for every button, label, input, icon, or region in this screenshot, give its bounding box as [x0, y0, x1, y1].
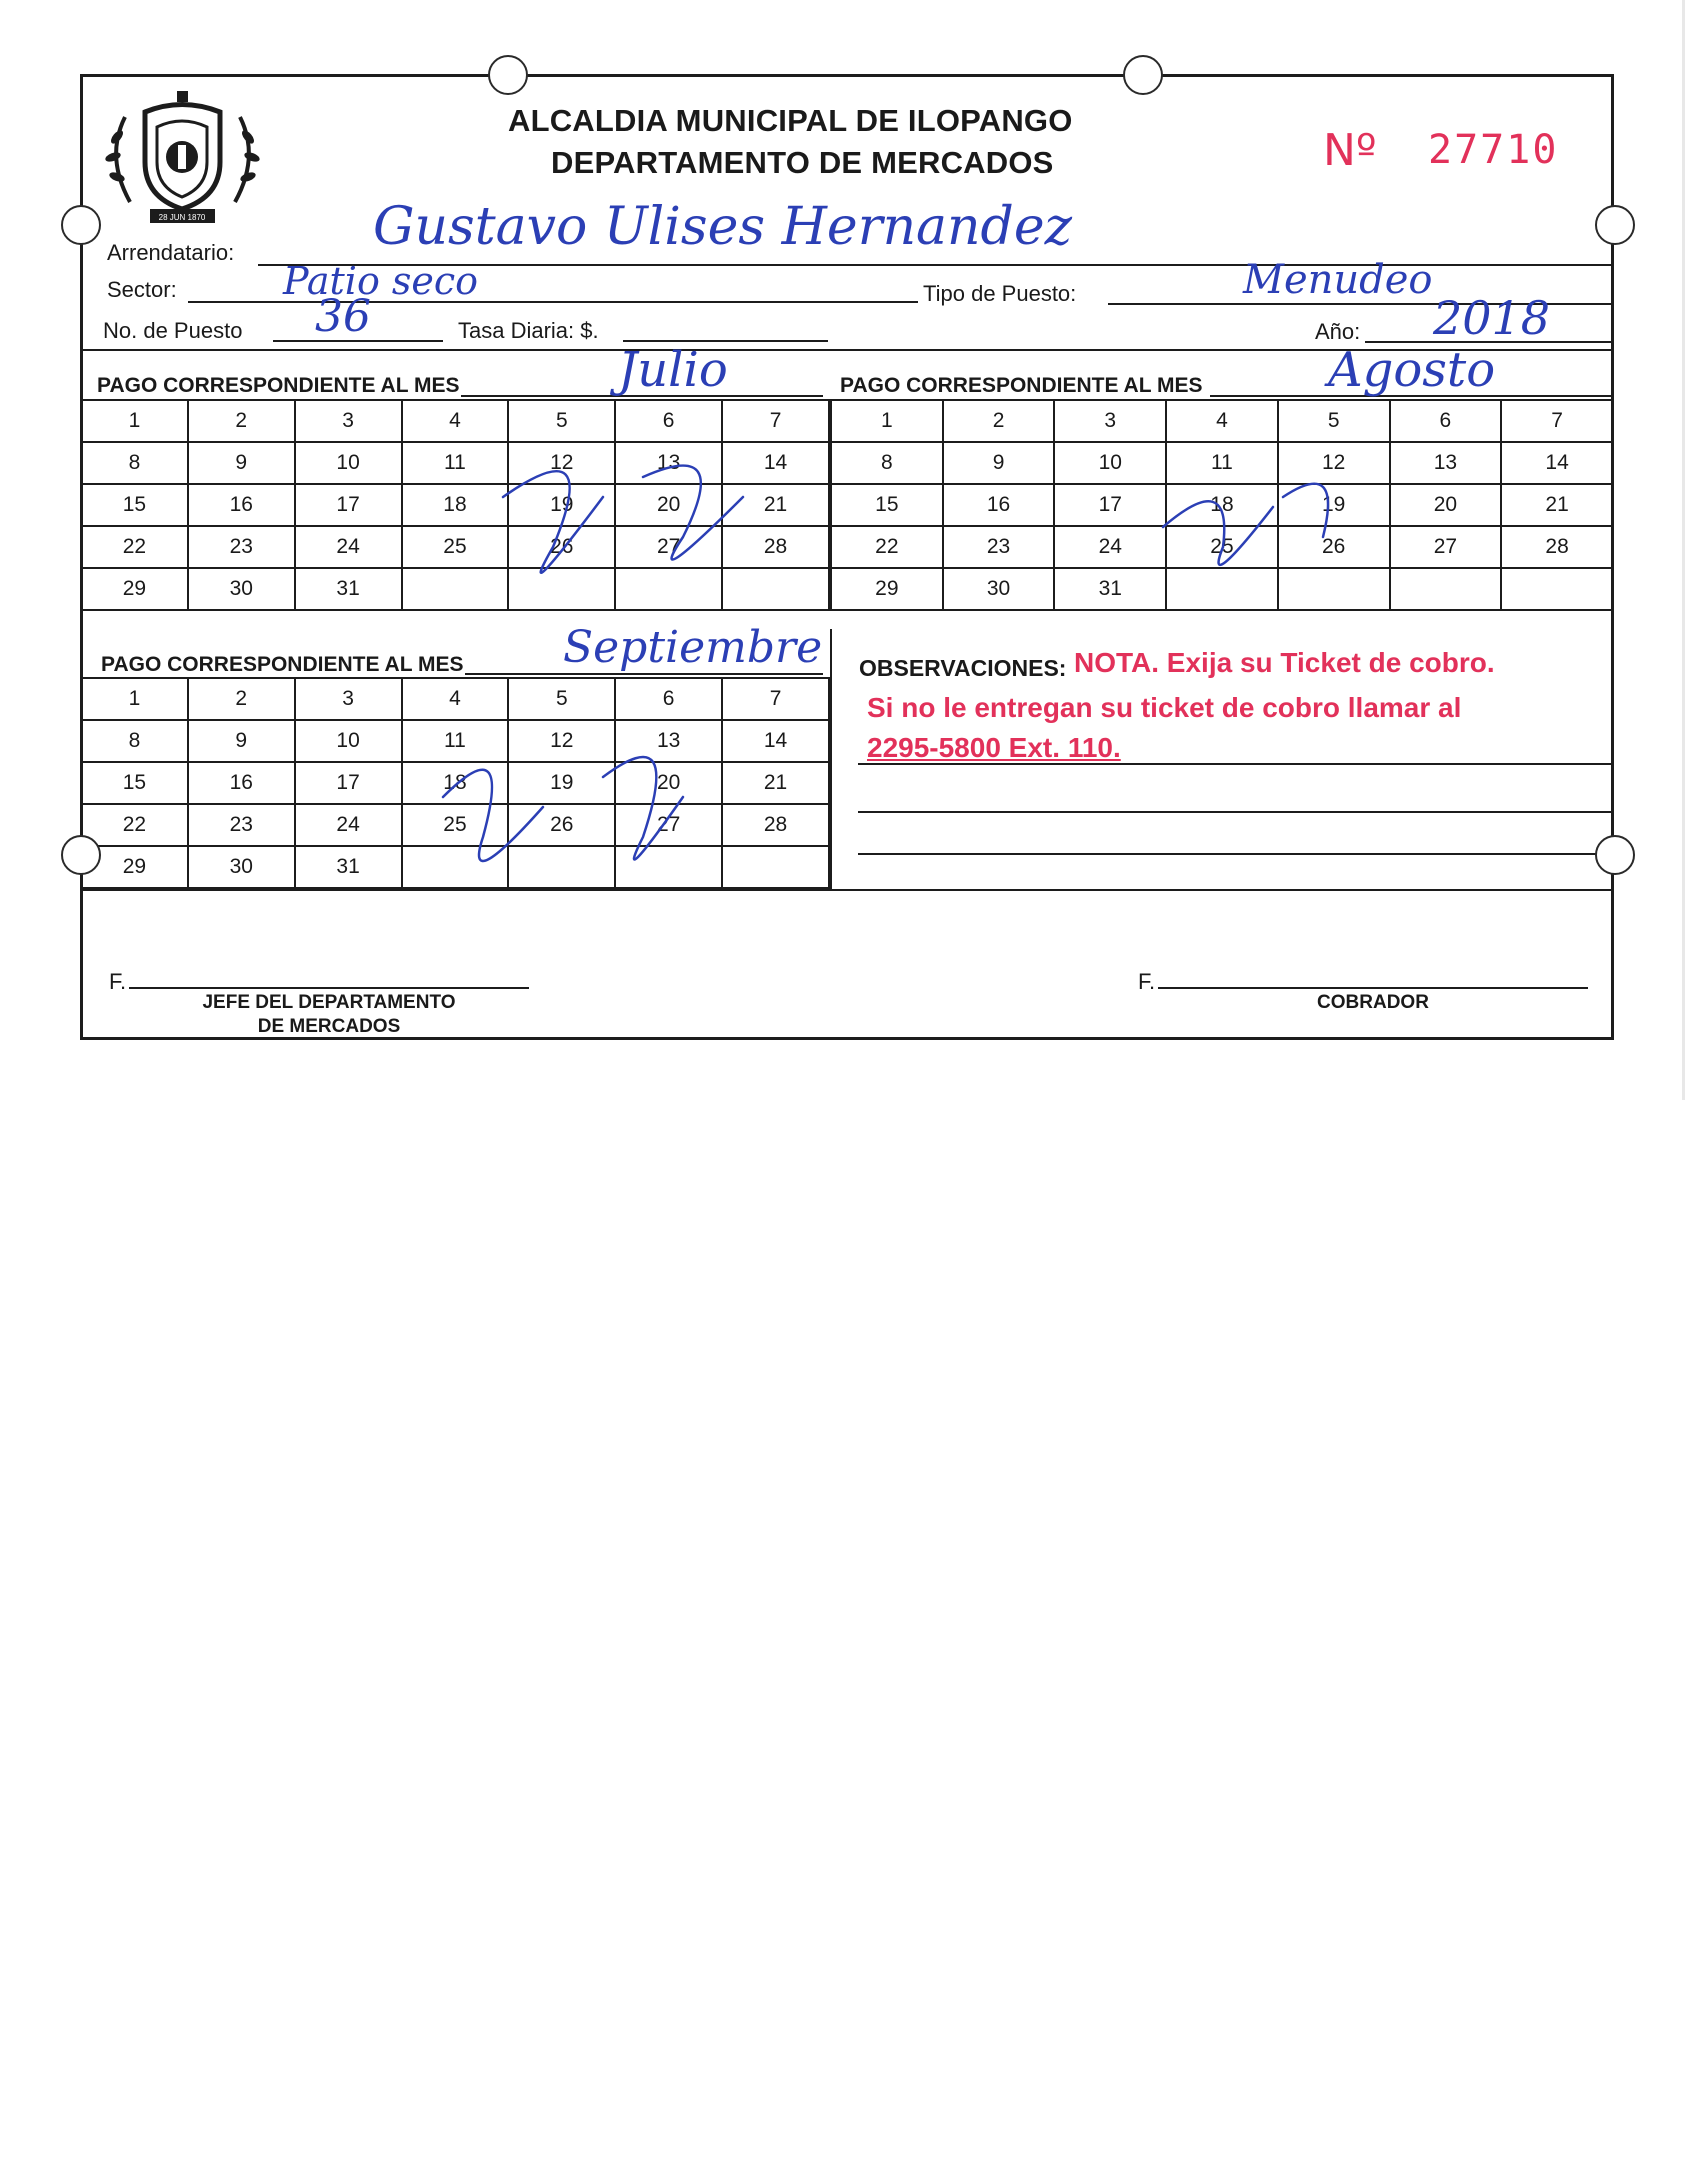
day-cell: [615, 568, 722, 610]
day-cell: 1: [81, 678, 188, 720]
arrendatario-value: Gustavo Ulises Hernandez: [373, 197, 1073, 257]
month-1-value: Julio: [618, 342, 728, 398]
grid-row: [81, 568, 829, 610]
grid-row: [81, 442, 829, 484]
day-cell: 15: [831, 484, 943, 526]
signature-left-line: [129, 987, 529, 989]
day-cell: 6: [615, 678, 722, 720]
day-cell: 15: [81, 484, 188, 526]
day-cell: 2: [943, 400, 1055, 442]
day-cell: 20: [615, 484, 722, 526]
day-cell: 11: [1166, 442, 1278, 484]
day-cell: 24: [1054, 526, 1166, 568]
day-cell: 25: [1166, 526, 1278, 568]
day-cell: 12: [508, 442, 615, 484]
seal-text: 28 JUN 1870: [158, 213, 206, 222]
tipo-puesto-label: Tipo de Puesto:: [923, 281, 1077, 306]
day-cell: 30: [188, 568, 295, 610]
day-cell: 20: [615, 762, 722, 804]
day-cell: 27: [1390, 526, 1502, 568]
day-cell: 20: [1390, 484, 1502, 526]
day-cell: 16: [188, 762, 295, 804]
day-cell: 3: [295, 678, 402, 720]
grid-row: [81, 484, 829, 526]
day-cell: 16: [188, 484, 295, 526]
day-cell: [1501, 568, 1613, 610]
department-title: DEPARTAMENTO DE MERCADOS: [551, 145, 1054, 180]
month-3-value: Septiembre: [563, 622, 823, 673]
day-cell: 27: [615, 804, 722, 846]
day-cell: [1390, 568, 1502, 610]
binder-hole: [488, 55, 528, 95]
day-cell: 5: [1278, 400, 1390, 442]
day-cell: [615, 846, 722, 888]
day-cell: [402, 846, 509, 888]
day-cell: 3: [1054, 400, 1166, 442]
day-cell: 19: [508, 762, 615, 804]
day-cell: 21: [722, 484, 829, 526]
sector-label: Sector:: [107, 277, 177, 302]
day-cell: 8: [831, 442, 943, 484]
form-number: 27710: [1428, 127, 1559, 173]
day-cell: 22: [831, 526, 943, 568]
month-2-label: PAGO CORRESPONDIENTE AL MES: [840, 374, 1203, 397]
grid-row: [81, 720, 829, 762]
day-cell: 19: [508, 484, 615, 526]
obs-line-3: [858, 853, 1613, 855]
day-cell: 6: [1390, 400, 1502, 442]
day-cell: [508, 846, 615, 888]
nota-line-3: 2295-5800 Ext. 110.: [867, 732, 1121, 763]
day-cell: 1: [831, 400, 943, 442]
month-3-label: PAGO CORRESPONDIENTE AL MES: [101, 653, 464, 676]
binder-hole: [61, 205, 101, 245]
month-1-label: PAGO CORRESPONDIENTE AL MES: [97, 374, 460, 397]
day-cell: [1278, 568, 1390, 610]
form-number-label: Nº: [1323, 125, 1377, 176]
signature-left-label: [129, 991, 529, 1039]
signature-right-prefix: F.: [1138, 969, 1156, 994]
day-cell: 9: [188, 720, 295, 762]
day-cell: 14: [1501, 442, 1613, 484]
day-cell: 23: [188, 804, 295, 846]
day-cell: 31: [295, 568, 402, 610]
signature-left-line-2: DE MERCADOS: [257, 1016, 401, 1037]
day-cell: 21: [1501, 484, 1613, 526]
day-cell: 14: [722, 442, 829, 484]
puesto-value: 36: [315, 291, 371, 342]
day-cell: 13: [615, 442, 722, 484]
day-cell: 17: [1054, 484, 1166, 526]
signature-left-prefix: F.: [109, 969, 127, 994]
day-cell: 30: [943, 568, 1055, 610]
day-cell: 4: [1166, 400, 1278, 442]
grid-row: [831, 484, 1613, 526]
day-cell: 17: [295, 762, 402, 804]
day-cell: 1: [81, 400, 188, 442]
day-cell: 25: [402, 804, 509, 846]
signature-right-line: [1158, 987, 1588, 989]
signature-divider: [83, 889, 1611, 891]
day-cell: [508, 568, 615, 610]
nota-line-2: Si no le entregan su ticket de cobro llamar al: [867, 692, 1462, 723]
puesto-label: No. de Puesto: [103, 318, 243, 343]
day-cell: 28: [722, 804, 829, 846]
day-cell: 10: [295, 442, 402, 484]
day-cell: 22: [81, 526, 188, 568]
tipo-puesto-value: Menudeo: [1243, 257, 1433, 303]
anio-label: Año:: [1315, 319, 1361, 344]
day-cell: 16: [943, 484, 1055, 526]
day-cell: 25: [402, 526, 509, 568]
day-cell: 21: [722, 762, 829, 804]
sector-value: Patio seco: [283, 259, 479, 303]
day-cell: 24: [295, 526, 402, 568]
day-cell: 18: [402, 762, 509, 804]
day-cell: 28: [1501, 526, 1613, 568]
day-cell: 6: [615, 400, 722, 442]
day-cell: 26: [508, 526, 615, 568]
day-cell: 12: [508, 720, 615, 762]
day-cell: 14: [722, 720, 829, 762]
day-cell: 5: [508, 400, 615, 442]
grid-row: [831, 526, 1613, 568]
day-cell: 31: [1054, 568, 1166, 610]
day-cell: 26: [508, 804, 615, 846]
day-cell: 19: [1278, 484, 1390, 526]
day-cell: 29: [831, 568, 943, 610]
day-cell: 29: [81, 568, 188, 610]
anio-value: 2018: [1433, 291, 1551, 345]
day-cell: 2: [188, 678, 295, 720]
binder-hole: [1595, 835, 1635, 875]
month-1-grid: [80, 399, 830, 611]
day-cell: [1166, 568, 1278, 610]
grid-row: [81, 400, 829, 442]
month-2-value: Agosto: [1328, 342, 1496, 398]
day-cell: 13: [1390, 442, 1502, 484]
day-cell: 23: [188, 526, 295, 568]
month-2-grid: [830, 399, 1614, 611]
day-cell: 7: [722, 678, 829, 720]
day-cell: [402, 568, 509, 610]
page-edge: [1682, 0, 1685, 1100]
day-cell: 9: [943, 442, 1055, 484]
day-cell: 22: [81, 804, 188, 846]
day-cell: 31: [295, 846, 402, 888]
day-cell: 27: [615, 526, 722, 568]
obs-line-1: [858, 763, 1613, 765]
signature-left-line-1: JEFE DEL DEPARTAMENTO: [202, 992, 456, 1013]
day-cell: 8: [81, 442, 188, 484]
observaciones-label: OBSERVACIONES:: [859, 655, 1067, 681]
day-cell: 18: [402, 484, 509, 526]
day-cell: 13: [615, 720, 722, 762]
day-cell: 11: [402, 720, 509, 762]
observaciones-divider: [830, 629, 832, 891]
day-cell: 18: [1166, 484, 1278, 526]
month-3-grid: [80, 677, 830, 889]
binder-hole: [1595, 205, 1635, 245]
binder-hole: [61, 835, 101, 875]
day-cell: 15: [81, 762, 188, 804]
day-cell: 3: [295, 400, 402, 442]
day-cell: 30: [188, 846, 295, 888]
day-cell: 23: [943, 526, 1055, 568]
day-cell: 10: [1054, 442, 1166, 484]
obs-line-2: [858, 811, 1613, 813]
grid-row: [81, 678, 829, 720]
grid-row: [831, 568, 1613, 610]
day-cell: 10: [295, 720, 402, 762]
grid-row: [831, 442, 1613, 484]
municipal-seal-icon: [95, 87, 270, 227]
day-cell: 4: [402, 400, 509, 442]
day-cell: 24: [295, 804, 402, 846]
day-cell: 29: [81, 846, 188, 888]
grid-row: [831, 400, 1613, 442]
day-cell: 11: [402, 442, 509, 484]
day-cell: 17: [295, 484, 402, 526]
day-cell: 2: [188, 400, 295, 442]
signature-right-label: COBRADOR: [1317, 992, 1429, 1013]
month-3-line: [465, 673, 823, 675]
arrendatario-label: Arrendatario:: [107, 240, 235, 265]
day-cell: 28: [722, 526, 829, 568]
day-cell: 7: [1501, 400, 1613, 442]
grid-row: [81, 762, 829, 804]
day-cell: 7: [722, 400, 829, 442]
day-cell: [722, 568, 829, 610]
grid-row: [81, 526, 829, 568]
day-cell: 4: [402, 678, 509, 720]
day-cell: 26: [1278, 526, 1390, 568]
grid-row: [81, 846, 829, 888]
payment-card: [80, 74, 1614, 1040]
municipality-title: ALCALDIA MUNICIPAL DE ILOPANGO: [508, 103, 1073, 138]
binder-hole: [1123, 55, 1163, 95]
day-cell: 9: [188, 442, 295, 484]
tasa-label: Tasa Diaria: $.: [458, 318, 599, 343]
day-cell: 12: [1278, 442, 1390, 484]
day-cell: [722, 846, 829, 888]
nota-line-1: NOTA. Exija su Ticket de cobro.: [1074, 647, 1495, 678]
day-cell: 5: [508, 678, 615, 720]
grid-row: [81, 804, 829, 846]
day-cell: 8: [81, 720, 188, 762]
